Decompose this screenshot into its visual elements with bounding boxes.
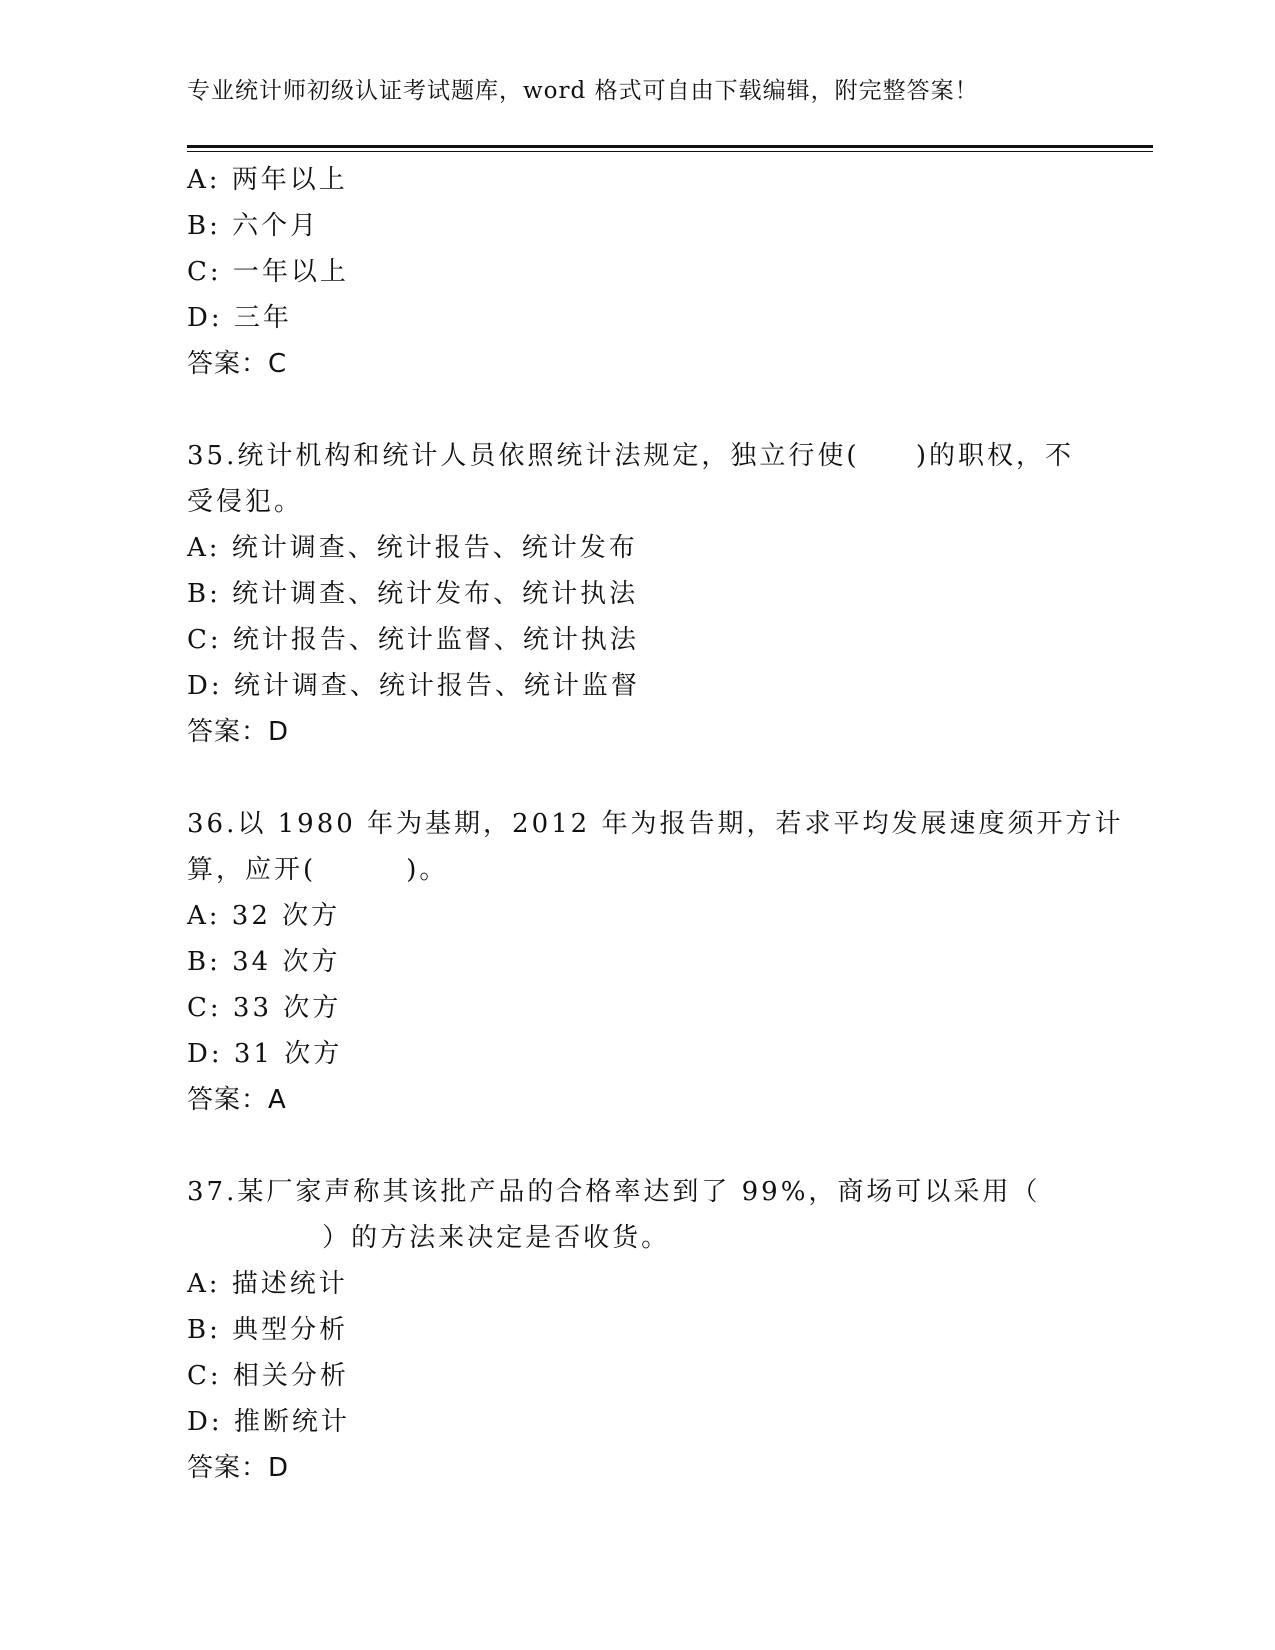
option-a: A: 统计调查、统计报告、统计发布 [187, 533, 638, 563]
option-c: C: 33 次方 [187, 993, 342, 1023]
answer-line: 答案：D [187, 717, 290, 747]
option-a: A: 两年以上 [187, 165, 348, 195]
question-content [187, 157, 1124, 1491]
question-37-block [187, 1169, 1087, 1491]
question-stem-continued: 受侵犯。 [187, 487, 304, 517]
option-d: D: 统计调查、统计报告、统计监督 [187, 671, 640, 701]
question-34-block [187, 157, 1087, 387]
option-c: C: 统计报告、统计监督、统计执法 [187, 625, 639, 655]
option-b: B: 典型分析 [187, 1315, 349, 1345]
answer-line: 答案：D [187, 1453, 290, 1483]
question-stem-continued: ）的方法来决定是否收货。 [187, 1223, 671, 1253]
question-35-block [187, 433, 1087, 755]
question-stem: 35.统计机构和统计人员依照统计法规定，独立行使( )的职权，不 [187, 441, 1074, 471]
question-stem-continued: 算，应开( )。 [187, 855, 449, 885]
header-divider-thick [187, 145, 1153, 148]
question-stem: 36.以 1980 年为基期，2012 年为报告期，若求平均发展速度须开方计 [187, 809, 1124, 839]
option-d: D: 三年 [187, 303, 292, 333]
option-d: D: 推断统计 [187, 1407, 350, 1437]
answer-line: 答案：C [187, 349, 288, 379]
option-b: B: 34 次方 [187, 947, 341, 977]
answer-line: 答案：A [187, 1085, 287, 1115]
option-b: B: 统计调查、统计发布、统计执法 [187, 579, 639, 609]
option-a: A: 描述统计 [187, 1269, 348, 1299]
option-b: B: 六个月 [187, 211, 320, 241]
question-stem: 37.某厂家声称其该批产品的合格率达到了 99%，商场可以采用（ [187, 1177, 1041, 1207]
option-a: A: 32 次方 [187, 901, 341, 931]
question-36-block [187, 801, 1124, 1123]
option-c: C: 一年以上 [187, 257, 349, 287]
page-header: 专业统计师初级认证考试题库，word 格式可自由下载编辑，附完整答案！ [187, 78, 979, 104]
option-d: D: 31 次方 [187, 1039, 343, 1069]
option-c: C: 相关分析 [187, 1361, 349, 1391]
header-divider-thin [187, 151, 1153, 152]
